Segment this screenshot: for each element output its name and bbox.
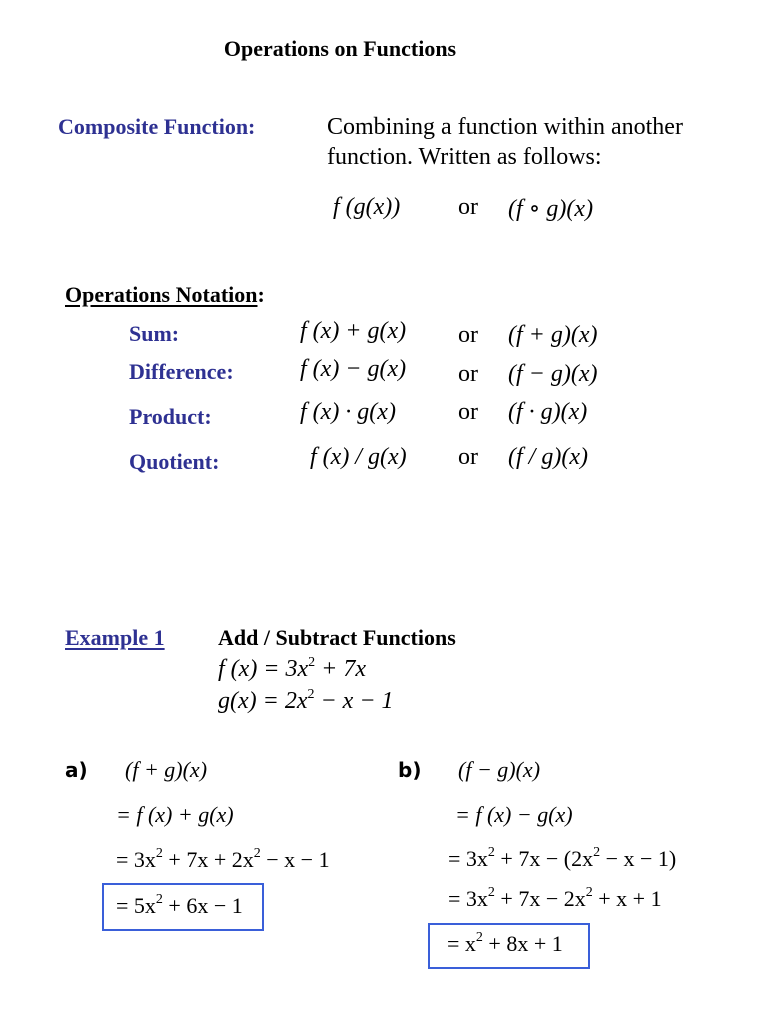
composite-desc-line1: Combining a function within another xyxy=(327,114,683,140)
part-b-label: b) xyxy=(398,758,422,782)
example-heading: Add / Subtract Functions xyxy=(218,625,456,650)
difference-or: or xyxy=(458,361,478,387)
part-a-line1: (f + g)(x) xyxy=(125,757,208,782)
product-alt: (f · g)(x) xyxy=(508,399,588,425)
product-label: Product: xyxy=(129,404,212,429)
sum-alt: (f + g)(x) xyxy=(508,322,598,348)
product-or: or xyxy=(458,399,478,425)
quotient-alt: (f / g)(x) xyxy=(508,444,588,470)
difference-alt: (f − g)(x) xyxy=(508,361,598,387)
composite-or: or xyxy=(458,194,478,220)
part-b-line2: = f (x) − g(x) xyxy=(455,802,573,827)
composite-expr-circle: (f ∘ g)(x) xyxy=(508,196,594,222)
part-a-answer: = $5x^2 + 6x - 1$ xyxy=(116,892,243,918)
difference-label: Difference: xyxy=(129,359,234,384)
part-a-label: a) xyxy=(65,758,88,782)
composite-expr-nested: f (g(x)) xyxy=(333,194,401,220)
part-b-line3: = $3x^2 + 7x - (2x^2 - x - 1)$ xyxy=(448,845,677,871)
example-label: Example 1 xyxy=(65,625,165,650)
quotient-label: Quotient: xyxy=(129,449,220,474)
composite-function-label: Composite Function: xyxy=(58,114,256,139)
difference-expr: f (x) − g(x) xyxy=(300,356,407,382)
product-expr: f (x) · g(x) xyxy=(300,399,396,425)
quotient-or: or xyxy=(458,444,478,470)
composite-desc-line2: function. Written as follows: xyxy=(327,144,602,170)
part-b-line1: (f − g)(x) xyxy=(458,757,541,782)
sum-or: or xyxy=(458,322,478,348)
part-b-line4: = $3x^2 + 7x - 2x^2 + x + 1$ xyxy=(448,885,662,911)
sum-expr: f (x) + g(x) xyxy=(300,318,407,344)
quotient-expr: f (x) / g(x) xyxy=(310,444,407,470)
g-definition: $g(x) = 2x^2 - x - 1$ xyxy=(218,687,394,714)
part-b-answer: = $x^2 + 8x + 1$ xyxy=(447,930,563,956)
f-definition: f $(x) = 3x^2 + 7x$ xyxy=(218,655,367,682)
part-a-line3: = $3x^2 + 7x + 2x^2 - x - 1$ xyxy=(116,846,330,872)
operations-notation-heading: Operations Notation: xyxy=(65,282,265,307)
page-title: Operations on Functions xyxy=(223,36,457,61)
sum-label: Sum: xyxy=(129,321,180,346)
part-a-line2: = f (x) + g(x) xyxy=(116,802,234,827)
